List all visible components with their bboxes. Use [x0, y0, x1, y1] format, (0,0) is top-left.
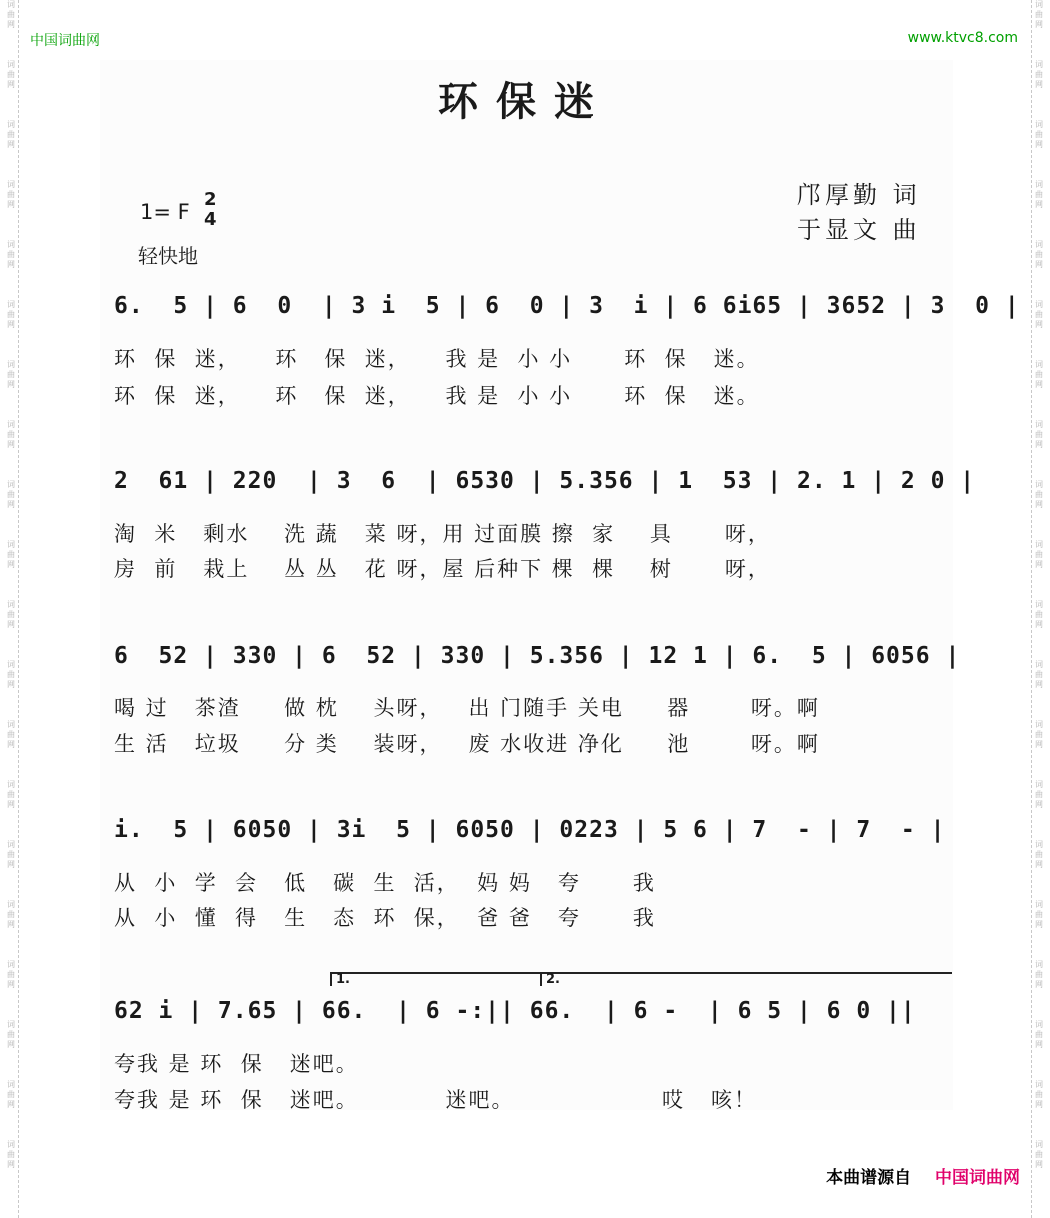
volta-bracket-2: [540, 972, 952, 986]
watermark-mark: 词曲网: [7, 300, 15, 329]
key-signature: 1= F: [140, 200, 190, 224]
watermark-mark: 词曲网: [7, 420, 15, 449]
watermark-mark: 词曲网: [7, 660, 15, 689]
watermark-mark: 词曲网: [1035, 840, 1043, 869]
watermark-mark: 词曲网: [7, 1080, 15, 1109]
watermark-mark: 词曲网: [7, 360, 15, 389]
lyric-line-2-verse-1: 淘 米 剩水 洗 蔬 菜 呀，用 过面膜 擦 家 具 呀，: [114, 522, 771, 546]
right-watermark-strip: [1031, 0, 1046, 1218]
watermark-mark: 词曲网: [1035, 240, 1043, 269]
watermark-mark: 词曲网: [1035, 1140, 1043, 1169]
watermark-mark: 词曲网: [1035, 540, 1043, 569]
left-watermark-strip: [4, 0, 19, 1218]
lyric-line-5-verse-1: 夸我 是 环 保 迷吧。: [114, 1052, 359, 1076]
watermark-mark: 词曲网: [7, 1020, 15, 1049]
watermark-mark: 词曲网: [1035, 360, 1043, 389]
watermark-mark: 词曲网: [1035, 600, 1043, 629]
notation-line-2: 2 61 | 220 | 3 6 | 6530 | 5.356 | 1 53 | 2. 1 | 2 0 |: [114, 468, 976, 494]
watermark-mark: 词曲网: [7, 120, 15, 149]
volta-bracket-1: [330, 972, 540, 986]
notation-line-1: 6. 5 | 6 0 | 3 i 5 | 6 0 | 3 i | 6 6i65 | 3652 | 3 0 |: [114, 293, 1020, 319]
watermark-mark: 词曲网: [7, 600, 15, 629]
watermark-mark: 词曲网: [1035, 0, 1043, 29]
watermark-mark: 词曲网: [1035, 780, 1043, 809]
watermark-mark: 词曲网: [1035, 420, 1043, 449]
watermark-mark: 词曲网: [1035, 1020, 1043, 1049]
lyric-line-4-verse-2: 从 小 懂 得 生 态 环 保， 爸 爸 夸 我: [114, 906, 656, 930]
footer-brand-link[interactable]: 中国词曲网: [935, 1168, 1020, 1188]
watermark-mark: 词曲网: [7, 60, 15, 89]
song-title: 环保迷: [438, 79, 612, 125]
lyric-line-4-verse-1: 从 小 学 会 低 碳 生 活， 妈 妈 夸 我: [114, 871, 656, 895]
watermark-mark: 词曲网: [7, 840, 15, 869]
lyric-line-5-verse-2: 夸我 是 环 保 迷吧。 迷吧。 哎 咳！: [114, 1088, 757, 1112]
watermark-mark: 词曲网: [1035, 960, 1043, 989]
time-signature-bottom: 4: [204, 209, 217, 230]
composer-credit: 于显文 曲: [797, 216, 921, 244]
watermark-mark: 词曲网: [7, 0, 15, 29]
watermark-mark: 词曲网: [1035, 1080, 1043, 1109]
watermark-mark: 词曲网: [1035, 300, 1043, 329]
site-name-link[interactable]: 中国词曲网: [30, 33, 100, 49]
watermark-mark: 词曲网: [7, 900, 15, 929]
watermark-mark: 词曲网: [1035, 720, 1043, 749]
watermark-mark: 词曲网: [1035, 900, 1043, 929]
watermark-mark: 词曲网: [1035, 660, 1043, 689]
lyric-line-3-verse-2: 生 活 垃圾 分 类 装呀， 废 水收进 净化 池 呀。啊: [114, 732, 820, 756]
watermark-mark: 词曲网: [1035, 60, 1043, 89]
watermark-mark: 词曲网: [1035, 480, 1043, 509]
volta-label-2: 2.: [546, 972, 560, 987]
watermark-mark: 词曲网: [7, 1140, 15, 1169]
lyric-line-2-verse-2: 房 前 栽上 丛 丛 花 呀，屋 后种下 棵 棵 树 呀，: [114, 557, 771, 581]
lyric-line-1-verse-2: 环 保 迷， 环 保 迷， 我 是 小 小 环 保 迷。: [114, 384, 760, 408]
source-label: 本曲谱源自: [826, 1168, 912, 1188]
watermark-mark: 词曲网: [7, 720, 15, 749]
watermark-mark: 词曲网: [7, 180, 15, 209]
notation-line-4: i. 5 | 6050 | 3i 5 | 6050 | 0223 | 5 6 | 7 - | 7 - |: [114, 817, 946, 843]
tempo-marking: 轻快地: [138, 244, 198, 268]
notation-line-3: 6 52 | 330 | 6 52 | 330 | 5.356 | 12 1 | 6. 5 | 6056 |: [114, 643, 961, 669]
time-signature: [204, 190, 217, 230]
lyric-line-1-verse-1: 环 保 迷， 环 保 迷， 我 是 小 小 环 保 迷。: [114, 347, 760, 371]
watermark-mark: 词曲网: [1035, 180, 1043, 209]
watermark-mark: 词曲网: [1035, 120, 1043, 149]
watermark-mark: 词曲网: [7, 480, 15, 509]
lyricist-credit: 邝厚勤 词: [797, 181, 921, 209]
volta-label-1: 1.: [336, 972, 350, 987]
time-signature-top: 2: [204, 189, 217, 210]
watermark-mark: 词曲网: [7, 960, 15, 989]
watermark-mark: 词曲网: [7, 240, 15, 269]
lyric-line-3-verse-1: 喝 过 茶渣 做 枕 头呀， 出 门随手 关电 器 呀。啊: [114, 696, 820, 720]
footer-credit: [826, 1163, 1020, 1188]
watermark-mark: 词曲网: [7, 780, 15, 809]
notation-line-5: 62 i | 7.65 | 66. | 6 -:|| 66. | 6 - | 6 5 | 6 0 ||: [114, 998, 916, 1024]
watermark-mark: 词曲网: [7, 540, 15, 569]
site-url-link[interactable]: www.ktvc8.com: [907, 30, 1018, 46]
